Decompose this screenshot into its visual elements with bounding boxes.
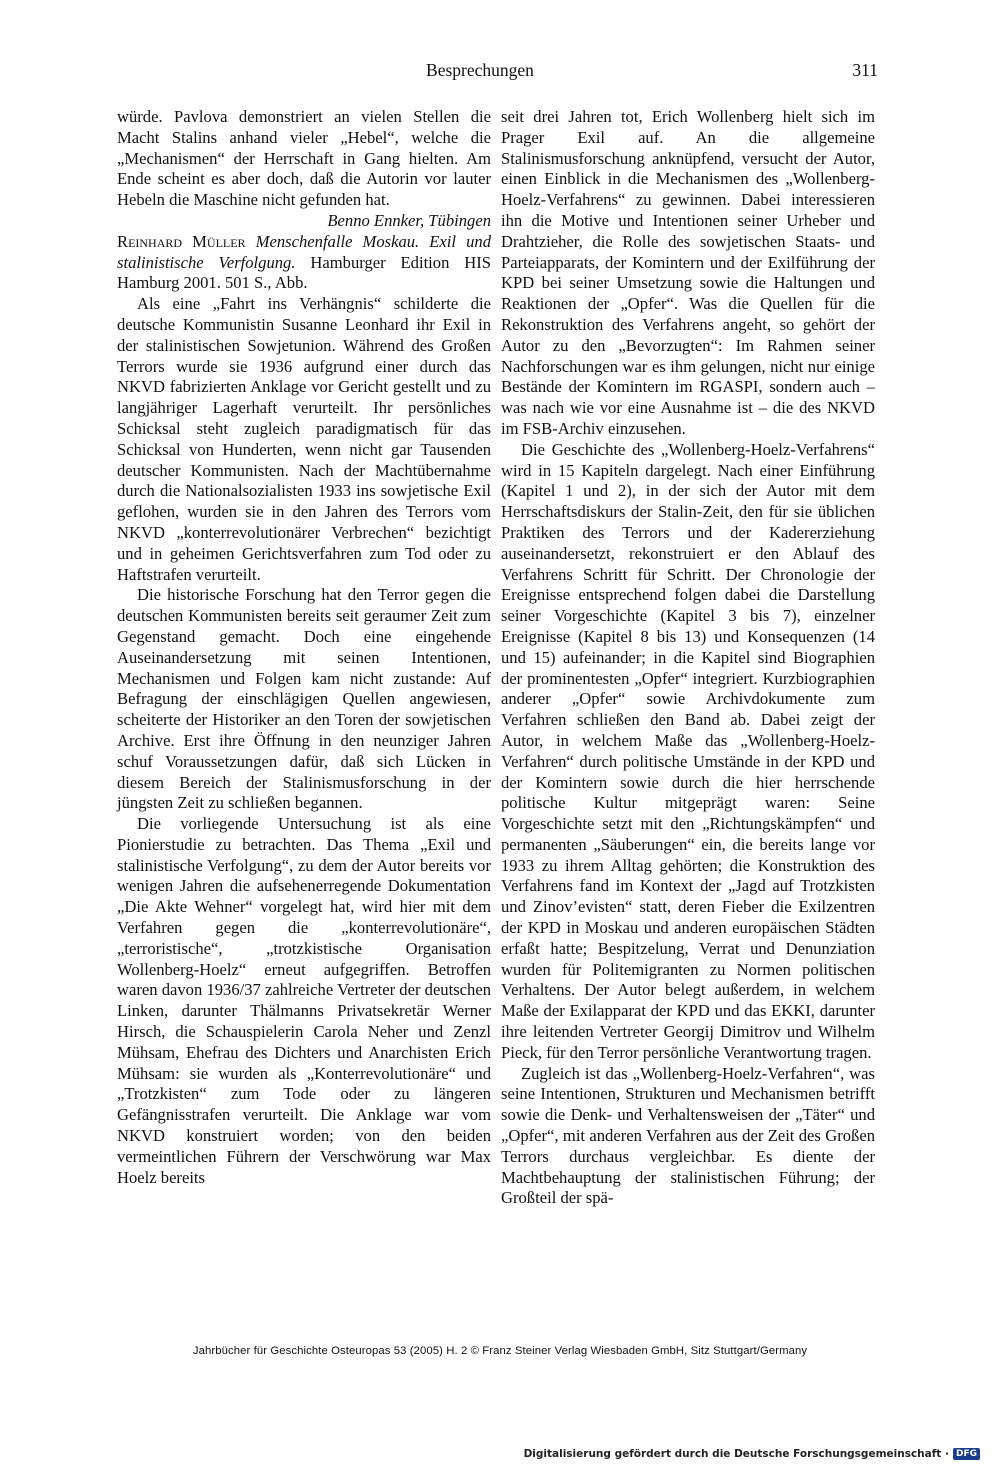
bibliographic-entry bbox=[117, 232, 491, 294]
book-title: Menschenfalle Moskau. Exil und stalinistische Verfolgung. bbox=[117, 231, 491, 272]
paragraph-opening: würde. Pavlova demonstriert an vielen Stellen die Macht Stalins anhand vieler „Hebel“, welche die „Mechanismen“ der Herrschaft in Gang hielten. Am Ende scheint es aber doch, daß die Autorin vor lauter Hebeln die Maschine nicht gefunden hat. bbox=[117, 107, 491, 210]
book-author: Reinhard Müller bbox=[117, 231, 246, 251]
dfg-credit bbox=[524, 1448, 980, 1460]
left-column bbox=[117, 107, 491, 1188]
running-head: Besprechungen bbox=[426, 60, 534, 80]
page-header bbox=[82, 60, 878, 86]
page-number: 311 bbox=[852, 60, 878, 80]
journal-citation: Jahrbücher für Geschichte Osteuropas 53 (2005) H. 2 © Franz Steiner Verlag Wiesbaden GmbH, Sitz Stuttgart/Germany bbox=[192, 1345, 808, 1357]
paragraph: Die historische Forschung hat den Terror gegen die deutschen Kommunisten bereits seit geraumer Zeit zum Gegenstand gemacht. Doch eine eingehende Auseinandersetzung mit seinen Intentionen, Mechanismen und Folgen kam nicht zustande: Auf Befragung der einschlägigen Quellen angewiesen, scheiterte der Historiker an den Toren der sowjetischen Archive. Erst ihre Öffnung in den neunziger Jahren schuf Voraussetzungen dafür, daß sich Lücken in diesem Bereich der Stalinismusforschung in der jüngsten Zeit zu schließen begannen. bbox=[117, 585, 491, 813]
paragraph: Die vorliegende Untersuchung ist als eine Pionierstudie zu betrachten. Das Thema „Exil und stalinistische Verfolgung“, zu dem der Autor bereits vor wenigen Jahren die aufsehenerregende Dokumentation „Die Akte Wehner“ vorgelegt hat, wird hier mit dem Verfahren gegen die „konterrevolutionäre“, „terroristische“, „trotzkistische Organisation Wollenberg-Hoelz“ erneut aufgegriffen. Betroffen waren davon 1936/37 zahlreiche Vertreter der deutschen Linken, darunter Thälmanns Privatsekretär Werner Hirsch, die Schauspielerin Carola Neher und Zenzl Mühsam, Ehefrau des Dichters und Anarchisten Erich Mühsam: sie wurden als „Konterrevolutionäre“ und „Trotzkisten“ zum Tode oder zu längeren Gefängnisstrafen verurteilt. Die Anklage war vom NKVD konstruiert worden; von den beiden vermeintlichen Führern der Verschwörung war Max Hoelz bereits bbox=[117, 814, 491, 1187]
paragraph: Die Geschichte des „Wollenberg-Hoelz-Verfahrens“ wird in 15 Kapiteln dargelegt. Nach einer Einführung (Kapitel 1 und 2), in der sich der Autor mit dem Herrschaftsdiskurs der Stalin-Zeit, den für sie üblichen Praktiken des Terrors und der Kadererziehung auseinandersetzt, rekonstruiert er den Ablauf des Verfahrens Schritt für Schritt. Der Chronologie der Ereignisse entsprechend folgen dabei die Darstellung seiner Vorgeschichte (Kapitel 3 bis 7), einzelner Ereignisse (Kapitel 8 bis 13) und Konsequenzen (14 und 15) aufeinander; in die Kapitel sind Biographien der prominentesten „Opfer“ integriert. Kurzbiographien anderer „Opfer“ sowie Archivdokumente zum Verfahren schließen den Band ab. Dabei zeigt der Autor, in welchem Maße das „Wollenberg-Hoelz-Verfahren“ durch politische Umstände in der KPD und der Komintern sowie durch die hier herrschende politische Kultur mitgeprägt waren: Seine Vorgeschichte setzt mit den „Richtungskämpfen“ und permanenten „Säuberungen“ ein, die bereits lange vor 1933 zu ihrem Alltag gehörten; die Konstruktion des Verfahrens fand im Kontext der „Jagd auf Trotzkisten und Zinov’evisten“ statt, deren Fieber die Exilzentren der KPD in Moskau und anderen europäischen Städten erfaßt hatte; Bespitzelung, Verrat und Denunziation wurden für Politemigranten zu Normen politischen Verhaltens. Der Autor belegt außerdem, in welchem Maße der Exilapparat der KPD und das EKKI, darunter ihre leitenden Vertreter Georgij Dimitrov und Wilhelm Pieck, für den Terror persönliche Verantwortung tragen. bbox=[501, 439, 875, 1062]
paragraph: Zugleich ist das „Wollenberg-Hoelz-Verfahren“, was seine Intentionen, Strukturen und Mechanismen betrifft sowie die Denk- und Verhaltensweisen der „Täter“ und „Opfer“, mit anderen Verfahren aus der Zeit des Großen Terrors durchaus vergleichbar. Es diente der Machtbehauptung der stalinistischen Führung; der Großteil der spä- bbox=[501, 1063, 875, 1208]
book-publication: Hamburger Edition HIS Hamburg 2001. 501 S., Abb. bbox=[117, 252, 491, 293]
dfg-credit-text: Digitalisierung gefördert durch die Deutsche Forschungsgemeinschaft · bbox=[523, 1448, 949, 1460]
right-column bbox=[501, 107, 875, 1209]
paragraph: Als eine „Fahrt ins Verhängnis“ schilderte die deutsche Kommunistin Susanne Leonhard ihr Exil in der stalinistischen Sowjetunion. Während des Großen Terrors wurde sie 1936 aufgrund einer durch das NKVD fabrizierten Anklage vor Gericht gestellt und zu langjähriger Lagerhaft verurteilt. Ihr persönliches Schicksal steht zugleich paradigmatisch für das Schicksal von Hunderten, wenn nicht gar Tausenden deutscher Kommunisten. Nach der Machtübernahme durch die Nationalsozialisten 1933 ins sowjetische Exil geflohen, wurden sie in den Jahren des Terrors vom NKVD „konterrevolutionärer Verbrechen“ bezichtigt und in geheimen Gerichtsverfahren zum Tod oder zu Haftstrafen verurteilt. bbox=[117, 294, 491, 584]
dfg-logo-icon: DFG bbox=[953, 1448, 980, 1460]
paragraph-continued: seit drei Jahren tot, Erich Wollenberg hielt sich im Prager Exil auf. An die allgemeine Stalinismusforschung anknüpfend, versucht der Autor, einen Einblick in die Mechanismen des „Wollenberg-Hoelz-Verfahrens“ zu gewinnen. Dabei interessieren ihn die Motive und Intentionen seiner Urheber und Drahtzieher, die Rolle des sowjetischen Staats- und Parteiapparats, der Komintern und der Exilführung der KPD bei seiner Umsetzung sowie die Haltungen und Reaktionen der „Opfer“. Was die Quellen für die Rekonstruktion des Verfahrens angeht, so gehört der Autor zu den „Bevorzugten“: Im Rahmen seiner Nachforschungen war es ihm gelungen, nicht nur einige Bestände der Komintern im RGASPI, sondern auch – was nach wie vor eine Ausnahme ist – die des NKVD im FSB-Archiv einzusehen. bbox=[501, 107, 875, 438]
reviewer-signature: Benno Ennker, Tübingen bbox=[327, 210, 491, 230]
